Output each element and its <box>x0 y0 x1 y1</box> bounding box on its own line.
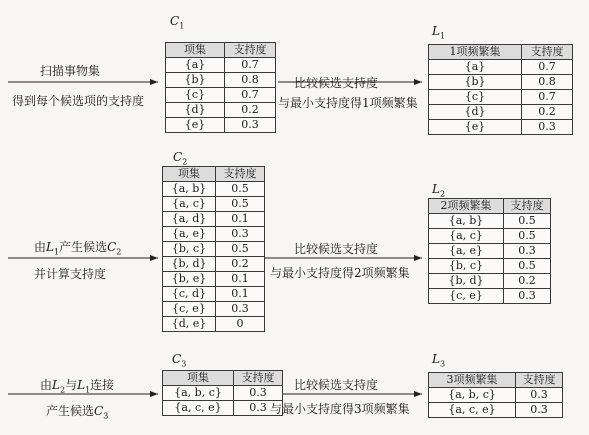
table-row <box>163 197 265 212</box>
c1-cell: 0.7 <box>225 58 276 73</box>
c2-cell: 0.5 <box>216 197 265 212</box>
c1-title: $C_1$ <box>170 14 185 31</box>
c2-cell: {b, d} <box>163 257 216 272</box>
gen-c2-label-line1: 由$L_1$产生候选$C_2$ <box>34 240 122 257</box>
l2-cell: {b, c} <box>429 259 504 274</box>
c1-cell: {d} <box>166 103 225 118</box>
l3-cell: {a, c, e} <box>429 403 516 418</box>
c2-cell: 0.1 <box>216 212 265 227</box>
compare1-line2: 与最小支持度得1项频繁集 <box>278 96 418 110</box>
l3-cell: 0.3 <box>516 403 563 418</box>
l3-header-support: 支持度 <box>516 373 563 388</box>
l2-table <box>428 198 551 304</box>
table-row <box>429 105 573 120</box>
table-row <box>166 73 276 88</box>
table-row <box>429 90 573 105</box>
c1-cell: {c} <box>166 88 225 103</box>
l1-title: $L_1$ <box>432 24 446 41</box>
table-row <box>166 58 276 73</box>
c2-cell: {c, e} <box>163 302 216 317</box>
l1-cell: 0.8 <box>522 75 573 90</box>
join-label-line1: 由$L_2$与$L_1$连接 <box>40 378 115 395</box>
l2-cell: {a, c} <box>429 229 504 244</box>
c1-cell: 0.3 <box>225 118 276 133</box>
c2-table <box>162 166 265 332</box>
c3-cell: 0.3 <box>234 386 283 401</box>
l2-cell: {b, d} <box>429 274 504 289</box>
c2-cell: {a, b} <box>163 182 216 197</box>
l2-cell: 0.2 <box>504 274 551 289</box>
c1-cell: {e} <box>166 118 225 133</box>
table-row <box>163 242 265 257</box>
table-row <box>163 182 265 197</box>
c2-cell: {a, e} <box>163 227 216 242</box>
c1-header-support: 支持度 <box>225 43 276 58</box>
l1-cell: {a} <box>429 60 522 75</box>
l2-title: $L_2$ <box>432 182 446 199</box>
table-row <box>429 289 551 304</box>
l2-cell: 0.5 <box>504 229 551 244</box>
l1-cell: 0.7 <box>522 60 573 75</box>
table-row <box>163 257 265 272</box>
gen-c2-label-line2: 并计算支持度 <box>34 267 107 281</box>
c2-header-itemset: 项集 <box>163 167 216 182</box>
table-row <box>163 227 265 242</box>
table-row <box>163 401 283 416</box>
table-row <box>163 287 265 302</box>
l3-cell: 0.3 <box>516 388 563 403</box>
join-label-line2: 产生候选$C_3$ <box>46 404 109 421</box>
c3-cell: {a, b, c} <box>163 386 234 401</box>
l2-cell: 0.5 <box>504 259 551 274</box>
c1-cell: 0.8 <box>225 73 276 88</box>
table-row <box>163 386 283 401</box>
table-row <box>163 302 265 317</box>
l2-cell: {a, b} <box>429 214 504 229</box>
c2-cell: {a, d} <box>163 212 216 227</box>
l2-cell: {a, e} <box>429 244 504 259</box>
table-row <box>166 103 276 118</box>
c1-table <box>165 42 276 133</box>
l1-cell: 0.7 <box>522 90 573 105</box>
l2-cell: 0.3 <box>504 244 551 259</box>
l1-table <box>428 44 573 135</box>
c2-cell: 0 <box>216 317 265 332</box>
l1-header-itemset: 1项频繁集 <box>429 45 522 60</box>
c3-table <box>162 370 283 416</box>
table-row <box>429 60 573 75</box>
l2-cell: 0.5 <box>504 214 551 229</box>
l1-cell: {e} <box>429 120 522 135</box>
c1-cell: {a} <box>166 58 225 73</box>
c2-cell: {b, c} <box>163 242 216 257</box>
table-row <box>429 75 573 90</box>
c3-cell: {a, c, e} <box>163 401 234 416</box>
table-row <box>163 272 265 287</box>
l3-cell: {a, b, c} <box>429 388 516 403</box>
table-row <box>166 118 276 133</box>
table-row <box>429 274 551 289</box>
c1-cell: 0.7 <box>225 88 276 103</box>
c2-cell: {a, c} <box>163 197 216 212</box>
c2-cell: 0.5 <box>216 242 265 257</box>
l2-cell: {c, e} <box>429 289 504 304</box>
l1-cell: 0.3 <box>522 120 573 135</box>
compare1-line1: 比较候选支持度 <box>294 76 379 90</box>
l1-cell: 0.2 <box>522 105 573 120</box>
c1-header-itemset: 项集 <box>166 43 225 58</box>
table-row <box>429 229 551 244</box>
l2-header-itemset: 2项频繁集 <box>429 199 504 214</box>
l1-cell: {b} <box>429 75 522 90</box>
c3-cell: 0.3 <box>234 401 283 416</box>
compare2-line1: 比较候选支持度 <box>294 242 379 256</box>
l3-table <box>428 372 563 418</box>
scan-label-line1: 扫描事物集 <box>40 64 101 78</box>
c2-cell: 0.5 <box>216 182 265 197</box>
compare3-line2: 与最小支持度得3项频繁集 <box>270 402 410 416</box>
l2-cell: 0.3 <box>504 289 551 304</box>
table-row <box>429 388 563 403</box>
c1-cell: 0.2 <box>225 103 276 118</box>
table-row <box>429 244 551 259</box>
l1-cell: {d} <box>429 105 522 120</box>
c2-title: $C_2$ <box>173 150 188 167</box>
c3-title: $C_3$ <box>172 352 187 369</box>
compare2-line2: 与最小支持度得2项频繁集 <box>270 266 410 280</box>
scan-label-line2: 得到每个候选项的支持度 <box>12 94 145 108</box>
c2-cell: {b, e} <box>163 272 216 287</box>
table-row <box>429 214 551 229</box>
c2-cell: 0.1 <box>216 287 265 302</box>
c2-cell: 0.1 <box>216 272 265 287</box>
l3-header-itemset: 3项频繁集 <box>429 373 516 388</box>
l1-header-support: 支持度 <box>522 45 573 60</box>
c3-header-itemset: 项集 <box>163 371 234 386</box>
l1-cell: {c} <box>429 90 522 105</box>
table-row <box>163 317 265 332</box>
c1-cell: {b} <box>166 73 225 88</box>
table-row <box>166 88 276 103</box>
table-row <box>429 403 563 418</box>
c2-cell: {d, e} <box>163 317 216 332</box>
compare3-line1: 比较候选支持度 <box>294 378 379 392</box>
c3-header-support: 支持度 <box>234 371 283 386</box>
c2-header-support: 支持度 <box>216 167 265 182</box>
table-row <box>429 259 551 274</box>
table-row <box>429 120 573 135</box>
c2-cell: 0.2 <box>216 257 265 272</box>
l2-header-support: 支持度 <box>504 199 551 214</box>
c2-cell: 0.3 <box>216 302 265 317</box>
l3-title: $L_3$ <box>432 352 446 369</box>
c2-cell: {c, d} <box>163 287 216 302</box>
table-row <box>163 212 265 227</box>
c2-cell: 0.3 <box>216 227 265 242</box>
